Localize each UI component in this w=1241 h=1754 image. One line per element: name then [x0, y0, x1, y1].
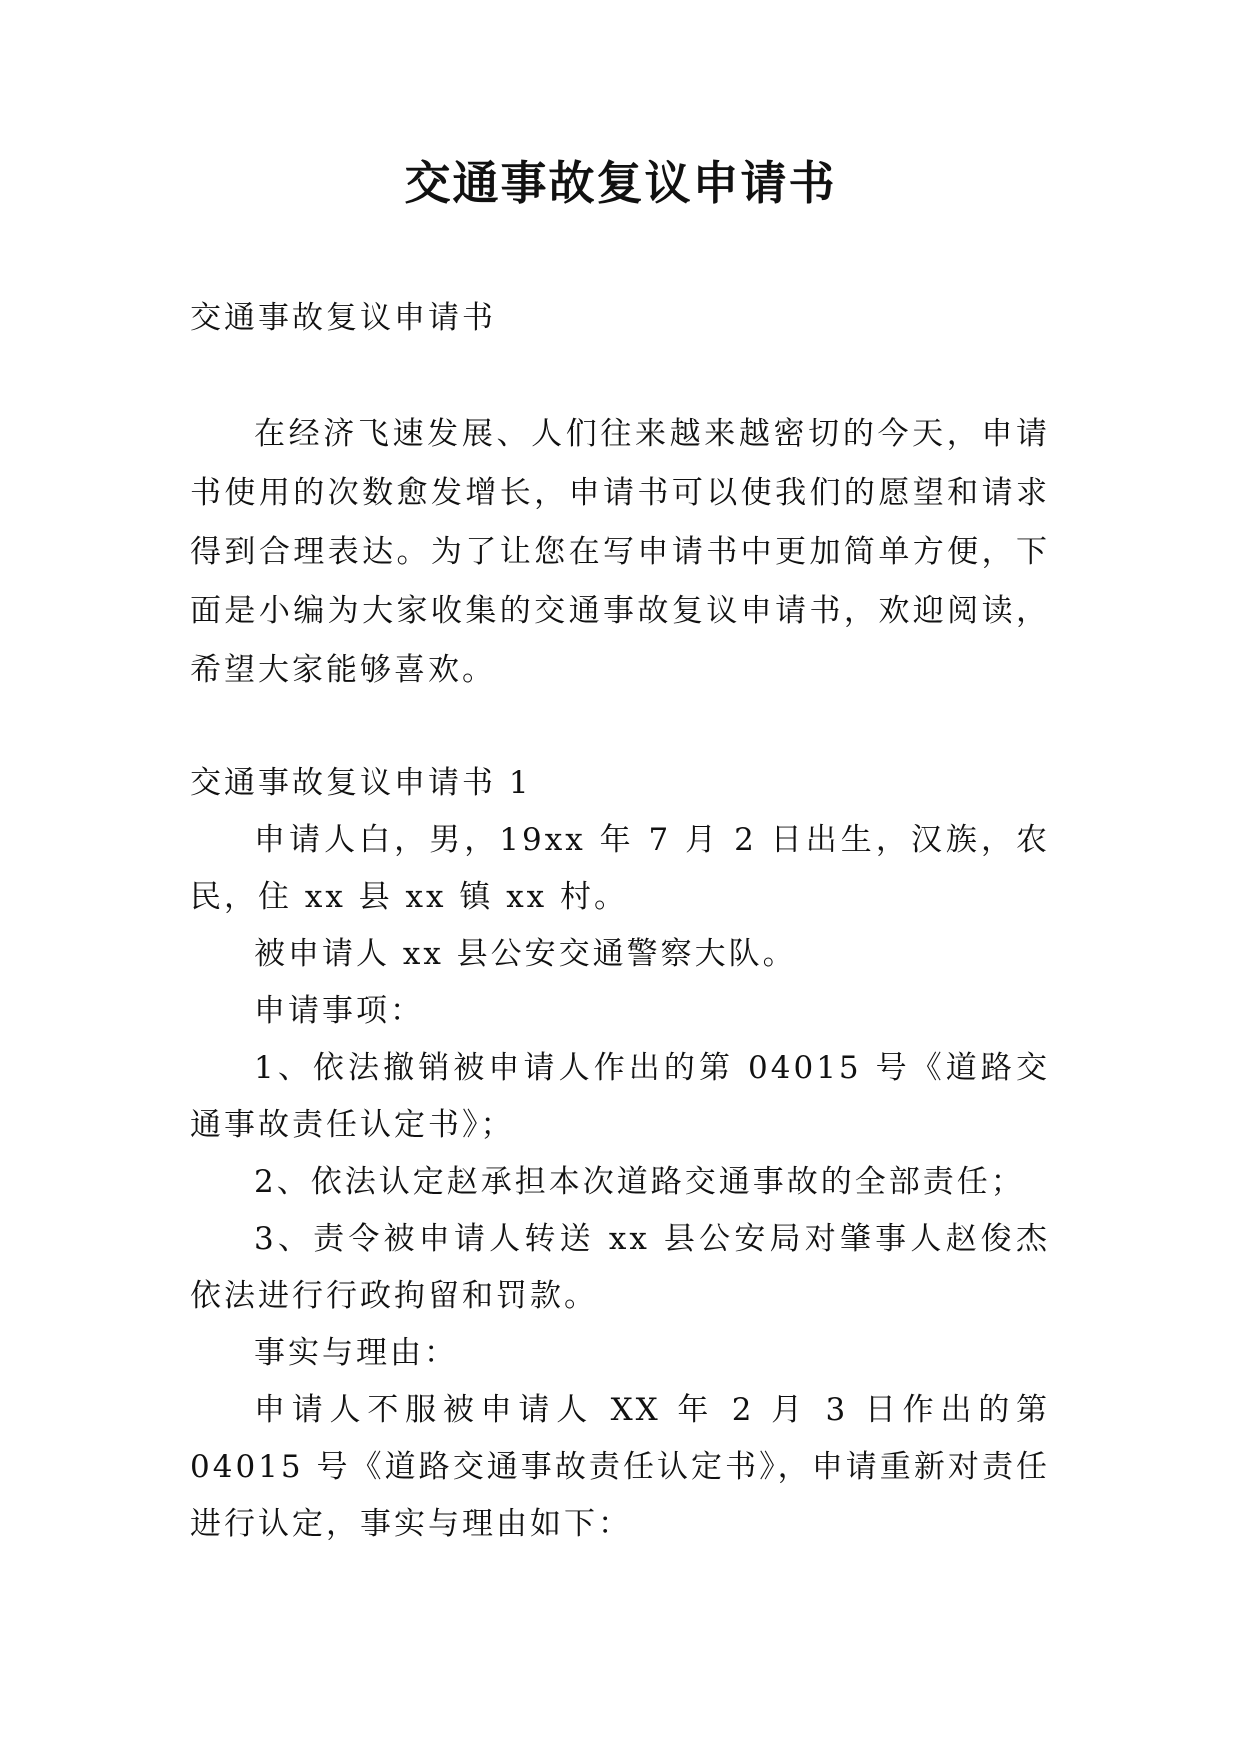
request-item-2: 2、依法认定赵承担本次道路交通事故的全部责任；	[254, 1164, 1025, 1200]
document-subtitle: 交通事故复议申请书	[190, 300, 496, 336]
request-items-title: 申请事项：	[254, 993, 424, 1029]
request-item-3: 3、责令被申请人转送 xx 县公安局对肇事人赵俊杰依法进行行政拘留和罚款。	[190, 1221, 1050, 1314]
request-item-1: 1、依法撤销被申请人作出的第 04015 号《道路交通事故责任认定书》；	[190, 1050, 1050, 1143]
respondent-paragraph: 被申请人 xx 县公安交通警察大队。	[254, 936, 797, 972]
document-title: 交通事故复议申请书	[404, 156, 837, 210]
applicant-paragraph: 申请人白，男，19xx 年 7 月 2 日出生，汉族，农民，住 xx 县 xx 镇 xx 村。	[190, 822, 1050, 915]
section-heading: 交通事故复议申请书 1	[190, 765, 532, 801]
facts-title: 事实与理由：	[254, 1335, 458, 1371]
facts-paragraph: 申请人不服被申请人 XX 年 2 月 3 日作出的第 04015 号《道路交通事故责任认定书》，申请重新对责任进行认定，事实与理由如下：	[190, 1392, 1050, 1542]
intro-paragraph: 在经济飞速发展、人们往来越来越密切的今天，申请书使用的次数愈发增长，申请书可以使我们的愿望和请求得到合理表达。为了让您在写申请书中更加简单方便，下面是小编为大家收集的交通事故复议申请书，欢迎阅读，希望大家能够喜欢。	[190, 416, 1050, 688]
